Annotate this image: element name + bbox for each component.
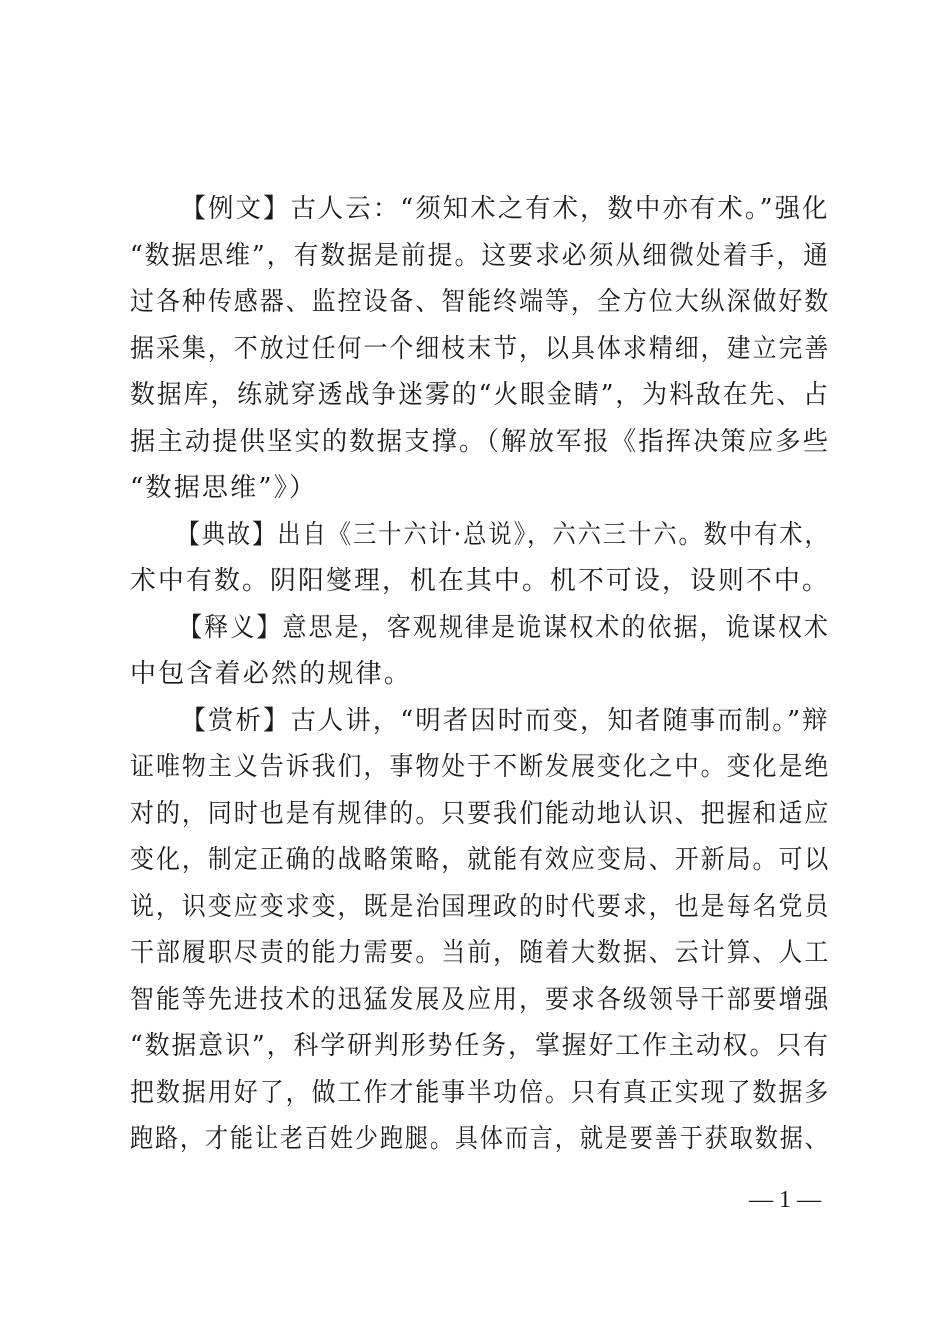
text-line: 干部履职尽责的能力需要。当前，随着大数据、云计算、人工	[130, 938, 831, 968]
text-line: 【释义】意思是，客观规律是诡谋权术的依据，诡谋权术	[178, 612, 831, 643]
text-line: 【典故】出自《三十六计·总说》，六六三十六。数中有术，	[176, 519, 830, 550]
text-line: “数据思维”，有数据是前提。这要求必须从细微处着手，通	[130, 240, 831, 271]
text-line: 对的，同时也是有规律的。只要我们能动地认识、把握和适应	[130, 798, 831, 829]
text-line: 中包含着必然的规律。	[130, 659, 413, 689]
text-line: 变化，制定正确的战略策略，就能有效应变局、开新局。可以	[130, 845, 831, 875]
text-line: 跑路，才能让老百姓少跑腿。具体而言，就是要善于获取数据、	[130, 1124, 830, 1154]
text-line: “数据思维”》）	[130, 473, 318, 503]
text-line: 智能等先进技术的迅猛发展及应用，要求各级领导干部要增强	[130, 984, 831, 1015]
text-line: “数据意识”，科学研判形势任务，掌握好工作主动权。只有	[130, 1031, 831, 1061]
paragraph-example	[130, 186, 830, 512]
text-line: 据采集，不放过任何一个细枝末节，以具体求精细，建立完善	[130, 333, 831, 364]
text-line: 说，识变应变求变，既是治国理政的时代要求，也是每名党员	[130, 891, 831, 922]
document-body	[130, 186, 830, 1163]
page-number: — 1 —	[749, 1187, 821, 1213]
text-line: 把数据用好了，做工作才能事半功倍。只有真正实现了数据多	[130, 1077, 831, 1108]
text-line: 证唯物主义告诉我们，事物处于不断发展变化之中。变化是绝	[130, 752, 831, 782]
paragraph-meaning	[130, 605, 830, 698]
text-line: 据主动提供坚实的数据支撑。（解放军报《指挥决策应多些	[130, 426, 831, 457]
paragraph-allusion	[130, 512, 830, 605]
text-line: 数据库，练就穿透战争迷雾的“火眼金睛”，为料敌在先、占	[130, 380, 831, 410]
text-line: 术中有数。阴阳燮理，机在其中。机不可设，设则不中。	[130, 566, 831, 596]
paragraph-appreciation	[130, 698, 830, 1163]
text-line: 过各种传感器、监控设备、智能终端等，全方位大纵深做好数	[130, 287, 831, 317]
text-line: 【赏析】古人讲，“明者因时而变，知者随事而制。”辩	[180, 705, 830, 736]
text-line: 【例文】古人云：“须知术之有术，数中亦有术。”强化	[180, 194, 830, 224]
